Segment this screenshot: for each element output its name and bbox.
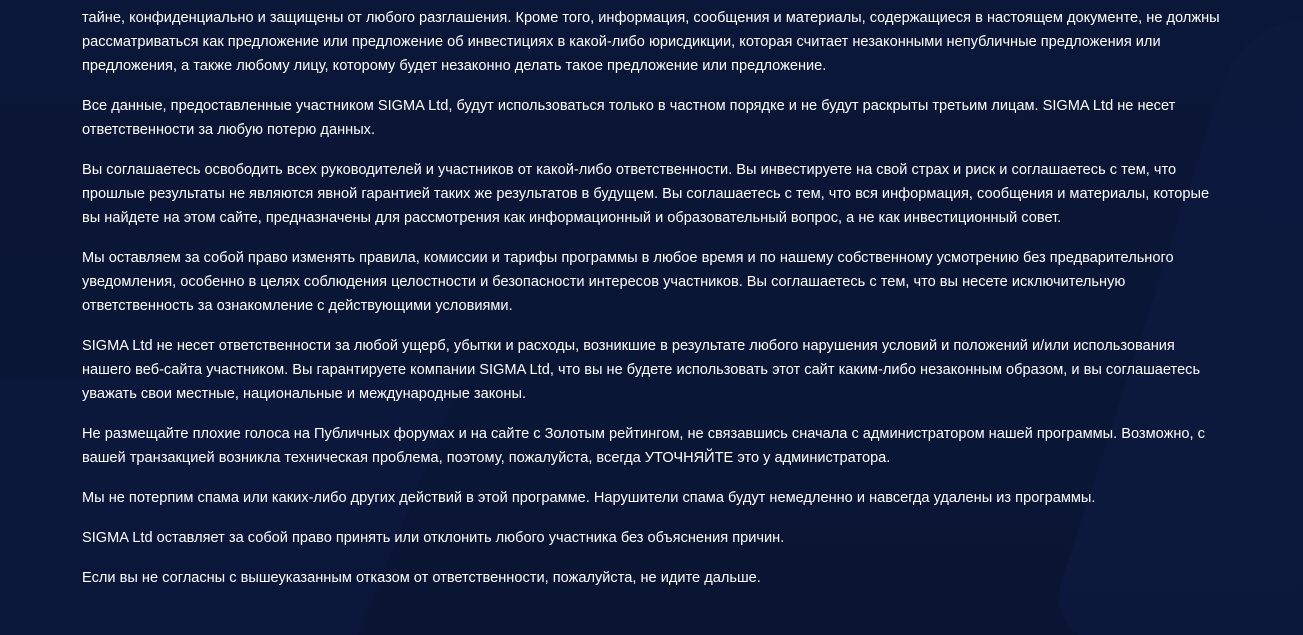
paragraph-data-privacy: Все данные, предоставленные участником SIGMA Ltd, будут использоваться только в частном порядке и не будут раскрыты третьим лицам. SIGMA Ltd не несет ответственности за любую потерю данных. (82, 98, 1176, 138)
paragraph-spam: Мы не потерпим спама или каких-либо других действий в этой программе. Нарушители спама будут немедленно и навсегда удалены из программы. (82, 490, 1096, 506)
disclaimer-text (82, 6, 1222, 606)
paragraph-damages: SIGMA Ltd не несет ответственности за любой ущерб, убытки и расходы, возникшие в результате любого нарушения условий и положений и/или использования нашего веб-сайта участником. Вы гарантируете компании SIGMA Ltd, что вы не будете использовать этот сайт каким-либо незаконным образом, и вы соглашаетесь уважать свои местные, национальные и международные законы. (82, 338, 1201, 402)
paragraph-liability-release: Вы соглашаетесь освободить всех руководителей и участников от какой-либо ответственности. Вы инвестируете на свой страх и риск и соглашаетесь с тем, что прошлые результаты не являются явной гарантией таких же результатов в будущем. Вы соглашаетесь с тем, что вся информация, сообщения и материалы, которые вы найдете на этом сайте, предназначены для рассмотрения как информационный и образовательный вопрос, а не как инвестиционный совет. (82, 162, 1210, 226)
paragraph-disagree: Если вы не согласны с вышеуказанным отказом от ответственности, пожалуйста, не идите дальше. (82, 570, 761, 586)
paragraph-rule-changes: Мы оставляем за собой право изменять правила, комиссии и тарифы программы в любое время и по нашему собственному усмотрению без предварительного уведомления, особенно в целях соблюдения целостности и безопасности интересов участников. Вы соглашаетесь с тем, что вы несете исключительную ответственность за ознакомление с действующими условиями. (82, 250, 1174, 314)
paragraph-confidentiality: тайне, конфиденциально и защищены от любого разглашения. Кроме того, информация, сообщения и материалы, содержащиеся в настоящем документе, не должны рассматриваться как предложение или предложение об инвестициях в какой-либо юрисдикции, которая считает незаконными непубличные предложения или предложения, а также любому лицу, которому будет незаконно делать такое предложение или предложение. (82, 10, 1220, 74)
paragraph-public-forums: Не размещайте плохие голоса на Публичных форумах и на сайте с Золотым рейтингом, не связавшись сначала с администратором нашей программы. Возможно, с вашей транзакцией возникла техническая проблема, поэтому, пожалуйста, всегда УТОЧНЯЙТЕ это у администратора. (82, 426, 1205, 466)
paragraph-membership: SIGMA Ltd оставляет за собой право принять или отклонить любого участника без объяснения причин. (82, 530, 785, 546)
